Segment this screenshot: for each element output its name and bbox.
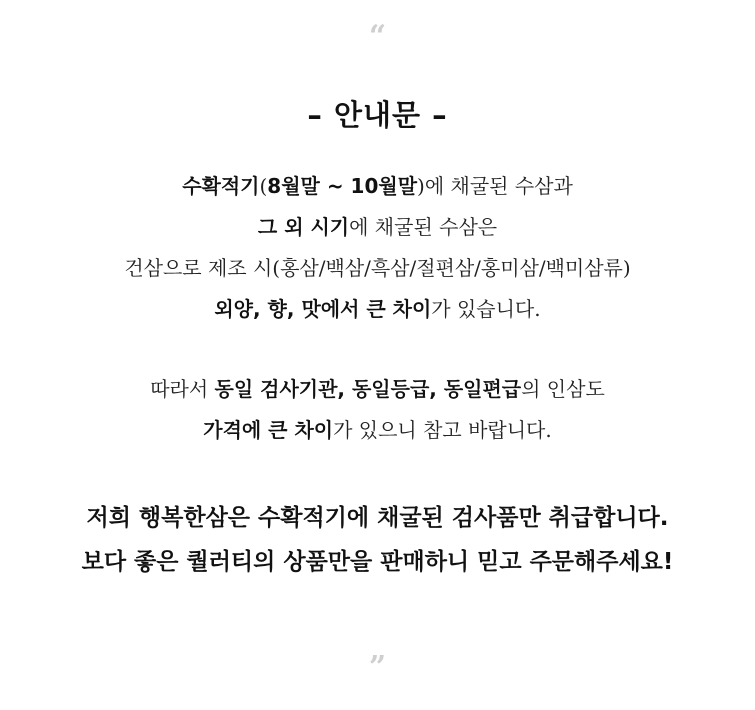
emphasis-text: 가격에 큰 차이 <box>203 418 334 442</box>
close-quote-icon: ” <box>368 650 387 685</box>
plain-text: 에 채굴된 수삼은 <box>349 215 498 239</box>
emphasis-text: 8월말 ~ 10월말 <box>267 174 418 198</box>
notice-paragraph-harvest <box>0 166 755 330</box>
closing-line: 보다 좋은 퀄러티의 상품만을 판매하니 믿고 주문해주세요! <box>81 549 674 575</box>
notice-line <box>0 166 755 207</box>
plain-text: 건삼으로 제조 시(홍삼/백삼/흑삼/절편삼/홍미삼/백미삼류) <box>124 256 631 280</box>
emphasis-text: 수확적기 <box>182 174 260 198</box>
plain-text: ( <box>259 174 268 198</box>
notice-paragraph-price <box>0 369 755 451</box>
plain-text: 따라서 <box>150 377 215 401</box>
open-quote-icon: “ <box>368 19 387 54</box>
notice-line <box>0 207 755 248</box>
emphasis-text: 동일 검사기관, 동일등급, 동일편급 <box>214 377 522 401</box>
notice-line <box>0 369 755 410</box>
emphasis-text: 그 외 시기 <box>257 215 350 239</box>
notice-line <box>0 410 755 451</box>
emphasis-text: 외양, 향, 맛에서 큰 차이 <box>214 297 432 321</box>
plain-text: 의 인삼도 <box>521 377 605 401</box>
notice-closing-statement <box>0 496 755 584</box>
notice-title: – 안내문 – <box>307 98 448 132</box>
closing-line: 저희 행복한삼은 수확적기에 채굴된 검사품만 취급합니다. <box>86 505 669 531</box>
notice-line <box>0 289 755 330</box>
notice-line <box>0 248 755 289</box>
plain-text: 가 있습니다. <box>431 297 541 321</box>
plain-text: 가 있으니 참고 바랍니다. <box>333 418 552 442</box>
plain-text: )에 채굴된 수삼과 <box>417 174 573 198</box>
